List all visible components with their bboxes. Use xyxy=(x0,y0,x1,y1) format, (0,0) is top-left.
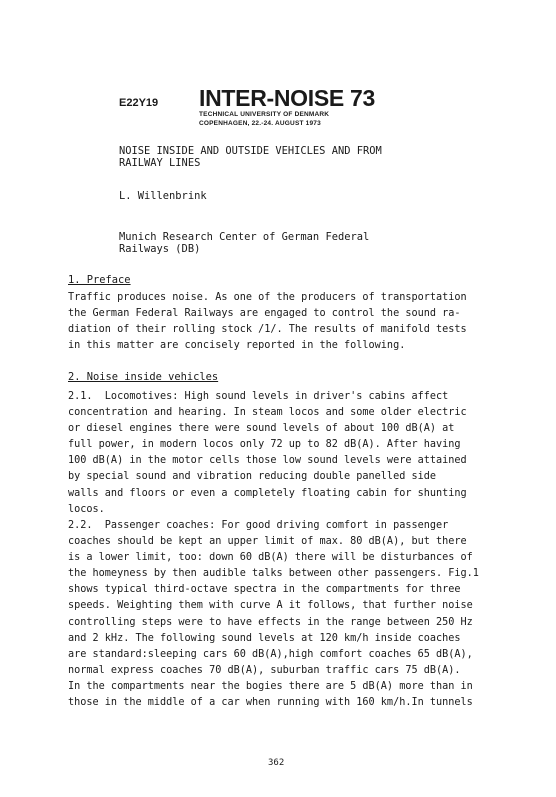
text-line: locos. xyxy=(68,503,105,515)
text-line: concentration and hearing. In steam locos and some older electric xyxy=(68,407,467,419)
paper-title-line: NOISE INSIDE AND OUTSIDE VEHICLES AND FROM xyxy=(119,145,382,157)
conference-title: INTER-NOISE 73 xyxy=(199,85,376,111)
text-line: or diesel engines there were sound levels of about 100 dB(A) at xyxy=(68,423,455,435)
text-line: and 2 kHz. The following sound levels at 120 km/h inside coaches xyxy=(68,632,461,644)
conference-code: E22Y19 xyxy=(119,97,159,109)
text-line: 2.2. Passenger coaches: For good driving comfort in passenger xyxy=(68,520,449,531)
text-line: In the compartments near the bogies there are 5 dB(A) more than in xyxy=(68,680,473,692)
text-line: is a lower limit, too: down 60 dB(A) there will be disturbances of xyxy=(68,552,473,564)
preface-paragraph xyxy=(68,290,493,354)
paper-author: L. Willenbrink xyxy=(119,190,207,202)
text-line: 2.1. Locomotives: High sound levels in driver's cabins affect xyxy=(68,391,449,402)
conference-university: TECHNICAL UNIVERSITY OF DENMARK xyxy=(199,111,330,118)
text-line: in this matter are concisely reported in the following. xyxy=(68,340,406,352)
text-line: are standard:sleeping cars 60 dB(A),high comfort coaches 65 dB(A), xyxy=(68,648,473,660)
text-line: coaches should be kept an upper limit of max. 80 dB(A), but there xyxy=(68,536,467,548)
affiliation-line: Munich Research Center of German Federal xyxy=(119,231,370,243)
text-line: walls and floors or even a completely floating cabin for shunting xyxy=(68,487,467,499)
text-line: shows typical third-octave spectra in the compartments for three xyxy=(68,584,461,596)
section-heading-preface: 1. Preface xyxy=(68,274,131,286)
passenger-coaches-paragraph xyxy=(68,518,493,711)
text-line: the German Federal Railways are engaged to control the sound ra- xyxy=(68,308,461,320)
paper-title xyxy=(119,146,382,169)
locomotives-paragraph xyxy=(68,389,493,518)
paper-affiliation xyxy=(119,232,369,255)
text-line: by special sound and vibration reducing double panelled side xyxy=(68,471,437,483)
affiliation-line: Railways (DB) xyxy=(119,242,201,255)
section-heading-noise-inside: 2. Noise inside vehicles xyxy=(68,371,219,383)
text-line: those in the middle of a car when running with 160 km/h.In tunnels xyxy=(68,697,473,709)
page-number: 362 xyxy=(268,758,285,768)
text-line: normal express coaches 70 dB(A), suburban traffic cars 75 dB(A). xyxy=(68,664,461,676)
conference-place-date: COPENHAGEN, 22.-24. AUGUST 1973 xyxy=(199,119,321,127)
text-line: Traffic produces noise. As one of the producers of transportation xyxy=(68,292,467,303)
text-line: 100 dB(A) in the motor cells those low sound levels were attained xyxy=(68,455,467,467)
paper-title-line: RAILWAY LINES xyxy=(119,156,201,169)
text-line: full power, in modern locos only 72 up to 82 dB(A). After having xyxy=(68,439,461,451)
conference-subtitle xyxy=(199,111,329,128)
text-line: controlling steps were to have effects in the range between 250 Hz xyxy=(68,616,473,628)
text-line: diation of their rolling stock /1/. The results of manifold tests xyxy=(68,324,467,336)
text-line: the homeyness by then audible talks between other passengers. Fig.1 xyxy=(68,568,479,580)
text-line: speeds. Weighting them with curve A it follows, that further noise xyxy=(68,600,473,612)
